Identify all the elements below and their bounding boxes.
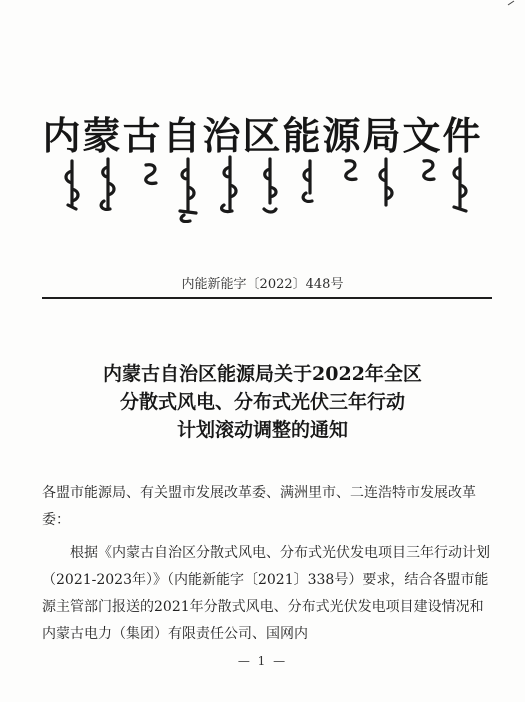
- header-divider: [42, 297, 492, 299]
- document-number: 内能新能字〔2022〕448号: [181, 277, 344, 292]
- notice-title: [0, 360, 525, 444]
- addressee-paragraph: 各盟市能源局、有关盟市发展改革委、满洲里市、二连浩特市发展改革委：: [42, 485, 476, 528]
- body-paragraph-1: 根据《内蒙古自治区分散式风电、分布式光伏发电项目三年行动计划（2021-2023年）》（内能新能字〔2021〕338号）要求，结合各盟市能源主管部门报送的2021年分散式风电、分布式光伏发电项目建设情况和内蒙古电力（集团）有限责任公司、国网内: [42, 545, 490, 642]
- notice-title-line-2: 分散式风电、分布式光伏三年行动: [119, 391, 405, 413]
- notice-title-line-3: 计划滚动调整的通知: [176, 419, 348, 441]
- corner-stray-mark: [507, 0, 515, 6]
- issuer-title: 内蒙古自治区能源局文件: [42, 113, 483, 158]
- mongolian-script-title: [60, 153, 470, 223]
- page-number: — 1 —: [237, 654, 288, 668]
- notice-title-line-1: 内蒙古自治区能源局关于2022年全区: [103, 363, 422, 385]
